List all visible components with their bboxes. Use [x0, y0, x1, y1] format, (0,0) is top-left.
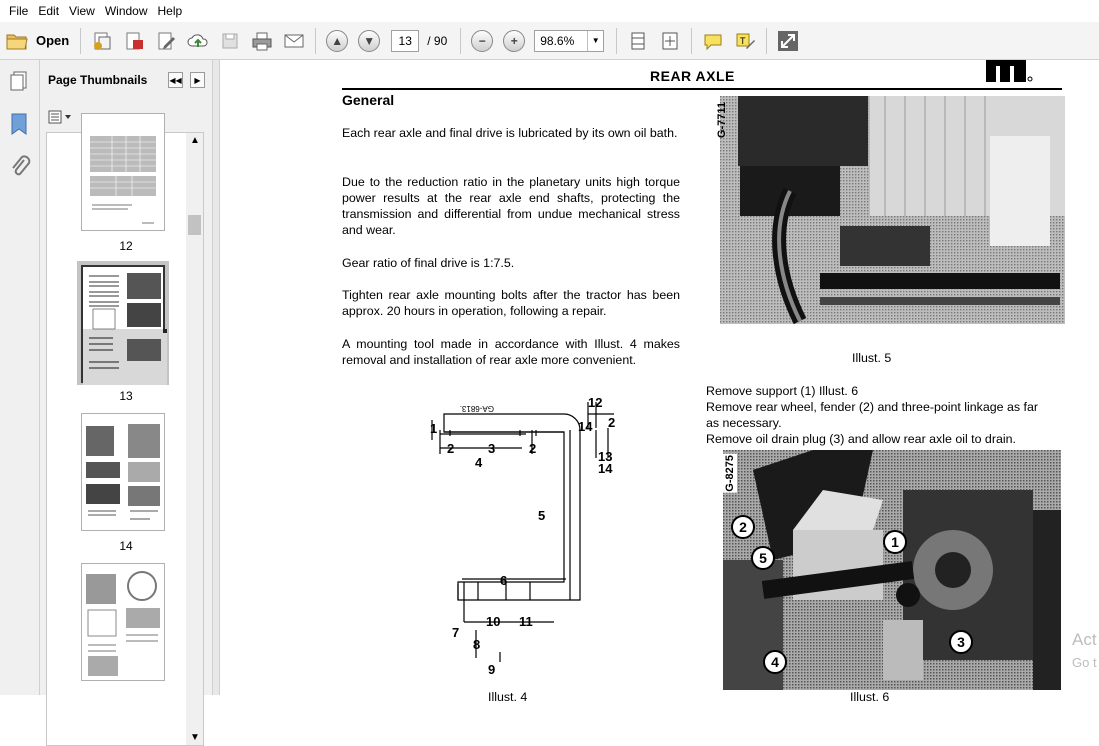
chevron-down-icon[interactable]: ▼ — [587, 31, 603, 51]
previous-page-button[interactable] — [323, 27, 351, 55]
save-icon — [220, 31, 240, 51]
page-preview — [82, 564, 166, 682]
drawing-label: 12 — [588, 395, 603, 410]
drawing-label: 14 — [598, 461, 613, 476]
arrow-down-icon: ▼ — [358, 30, 380, 52]
edit-pdf-icon — [156, 31, 176, 51]
edit-pdf-button[interactable] — [152, 27, 180, 55]
page-preview — [83, 267, 167, 385]
svg-text:T: T — [740, 35, 746, 46]
page-preview — [82, 114, 166, 232]
drawing-label: 4 — [475, 455, 483, 470]
panel-splitter[interactable] — [212, 60, 220, 695]
photo-callout: 1 — [883, 530, 907, 554]
zoom-in-button[interactable] — [500, 27, 528, 55]
email-button[interactable] — [280, 27, 308, 55]
envelope-icon — [283, 32, 305, 50]
paperclip-icon — [10, 154, 30, 180]
speech-bubble-icon — [702, 31, 724, 51]
expand-icon — [777, 30, 799, 52]
photo2-caption: Illust. 6 — [850, 690, 890, 704]
drawing-label: 9 — [488, 662, 496, 677]
thumbnail-scrollbar[interactable] — [186, 133, 203, 745]
open-button[interactable] — [0, 27, 75, 55]
activation-watermark-line1: Act — [1072, 630, 1097, 649]
printer-icon — [251, 31, 273, 51]
collapse-panel-button[interactable]: ◀◀ — [168, 72, 183, 88]
document-view — [220, 60, 1099, 704]
create-pdf-icon — [92, 31, 112, 51]
paragraph: Due to the reduction ratio in the planetary units high torque power results at the rear axle end shafts, protecting the transmission and differential from undue mechanical stress and wear. — [342, 175, 680, 237]
fit-page-button[interactable] — [656, 27, 684, 55]
section-heading: General — [342, 92, 395, 108]
drawing-label: 2 — [529, 441, 537, 456]
save-button[interactable] — [216, 27, 244, 55]
bookmark-icon — [10, 112, 28, 136]
drawing-label: 10 — [486, 614, 501, 629]
toolbar-separator — [315, 28, 316, 54]
drawing-label: 14 — [578, 419, 593, 434]
print-button[interactable] — [248, 27, 276, 55]
instruction-line: Remove support (1) Illust. 6 — [706, 384, 859, 398]
photo1-code: G-7711 — [716, 102, 728, 139]
toolbar-separator — [80, 28, 81, 54]
highlight-button[interactable] — [731, 27, 759, 55]
list-options-icon — [48, 110, 74, 124]
zoom-value: 98.6% — [540, 33, 575, 48]
page-header-rule — [342, 88, 1062, 90]
minus-icon: − — [471, 30, 493, 52]
fit-page-icon — [660, 31, 680, 51]
drawing-label: 7 — [452, 625, 460, 640]
fit-width-button[interactable] — [624, 27, 652, 55]
menu-file[interactable]: File — [9, 4, 29, 18]
drawing-label: 1 — [430, 421, 438, 436]
menu-edit[interactable]: Edit — [38, 4, 60, 18]
photo-callout: 2 — [731, 515, 755, 539]
manufacturer-logo — [984, 60, 1036, 84]
page-total: / 90 — [427, 33, 448, 48]
fullscreen-button[interactable] — [774, 27, 802, 55]
drawing-label: 2 — [447, 441, 455, 456]
folder-icon — [6, 32, 28, 50]
bookmarks-rail-button[interactable] — [10, 112, 28, 139]
photo-callout: 4 — [763, 650, 787, 674]
export-pdf-button[interactable] — [120, 27, 148, 55]
thumbnails-panel — [40, 60, 212, 743]
technical-drawing — [420, 390, 650, 690]
thumbnail-page[interactable] — [81, 113, 165, 231]
toolbar-separator — [766, 28, 767, 54]
photo-callout: 5 — [751, 546, 775, 570]
page-header-title: REAR AXLE — [650, 68, 735, 84]
thumbnail-options-button[interactable] — [48, 108, 74, 126]
plus-icon: + — [503, 30, 525, 52]
activation-watermark-line2: Go t — [1072, 655, 1097, 670]
highlighter-icon — [734, 31, 756, 51]
pages-rail-button[interactable] — [8, 70, 30, 95]
drawing-label: 2 — [608, 415, 616, 430]
toolbar-separator — [460, 28, 461, 54]
comment-button[interactable] — [699, 27, 727, 55]
toolbar — [0, 22, 1099, 60]
thumbnail-label: 14 — [119, 539, 133, 553]
thumbnail-page[interactable] — [81, 413, 165, 531]
thumbnail-page-selected[interactable] — [81, 265, 165, 383]
scroll-down-arrow[interactable]: ▼ — [190, 732, 200, 743]
upload-button[interactable] — [184, 27, 212, 55]
drawing-label: 5 — [538, 508, 546, 523]
next-page-button[interactable] — [355, 27, 383, 55]
expand-panel-button[interactable]: ▶ — [190, 72, 205, 88]
drawing-label: 11 — [519, 614, 533, 629]
menu-bar — [0, 0, 1099, 22]
page-number-input[interactable]: 13 — [391, 30, 419, 52]
thumbnail-list — [46, 132, 204, 746]
photo-callout: 3 — [949, 630, 973, 654]
drawing-label: 8 — [473, 637, 481, 652]
menu-window[interactable]: Window — [104, 4, 148, 18]
fit-width-icon — [628, 31, 648, 51]
drawing-label: 6 — [500, 573, 508, 588]
paragraph: Gear ratio of final drive is 1:7.5. — [342, 256, 515, 270]
paragraph: Tighten rear axle mounting bolts after the tractor has been approx. 20 hours in operation, following a repair. — [342, 288, 680, 318]
scroll-up-arrow[interactable]: ▲ — [190, 135, 200, 146]
photo2-code: G-8275 — [724, 455, 736, 492]
scroll-thumb[interactable] — [188, 215, 201, 235]
thumbnail-label: 12 — [119, 239, 133, 253]
create-pdf-button[interactable] — [88, 27, 116, 55]
instruction-line: Remove oil drain plug (3) and allow rear axle oil to drain. — [706, 432, 1016, 446]
pages-icon — [8, 70, 30, 92]
arrow-up-icon: ▲ — [326, 30, 348, 52]
zoom-select[interactable] — [534, 30, 604, 52]
cloud-upload-icon — [187, 31, 209, 51]
zoom-out-button[interactable] — [468, 27, 496, 55]
drawing-caption: Illust. 4 — [488, 690, 528, 704]
open-label: Open — [36, 33, 70, 48]
menu-view[interactable]: View — [69, 4, 95, 18]
thumbnail-label: 13 — [119, 389, 133, 403]
instruction-line: Remove rear wheel, fender (2) and three-point linkage as far as necessary. — [706, 400, 1038, 430]
toolbar-separator — [616, 28, 617, 54]
paragraph: Each rear axle and final drive is lubricated by its own oil bath. — [342, 126, 678, 140]
photo-illust-5 — [720, 96, 1065, 342]
menu-help[interactable]: Help — [157, 4, 183, 18]
drawing-label: 13 — [598, 449, 613, 464]
toolbar-separator — [691, 28, 692, 54]
page-preview — [82, 414, 166, 532]
attachments-rail-button[interactable] — [10, 154, 30, 183]
paragraph: A mounting tool made in accordance with Illust. 4 makes removal and installation of rear axle more convenient. — [342, 337, 680, 367]
drawing-label: 3 — [488, 441, 496, 456]
panel-title: Page Thumbnails — [48, 73, 148, 87]
thumbnail-page[interactable] — [81, 563, 165, 681]
photo1-caption: Illust. 5 — [852, 351, 892, 365]
left-rail — [0, 60, 40, 695]
export-pdf-icon — [124, 31, 144, 51]
drawing-code: GA-6813. — [459, 404, 494, 413]
